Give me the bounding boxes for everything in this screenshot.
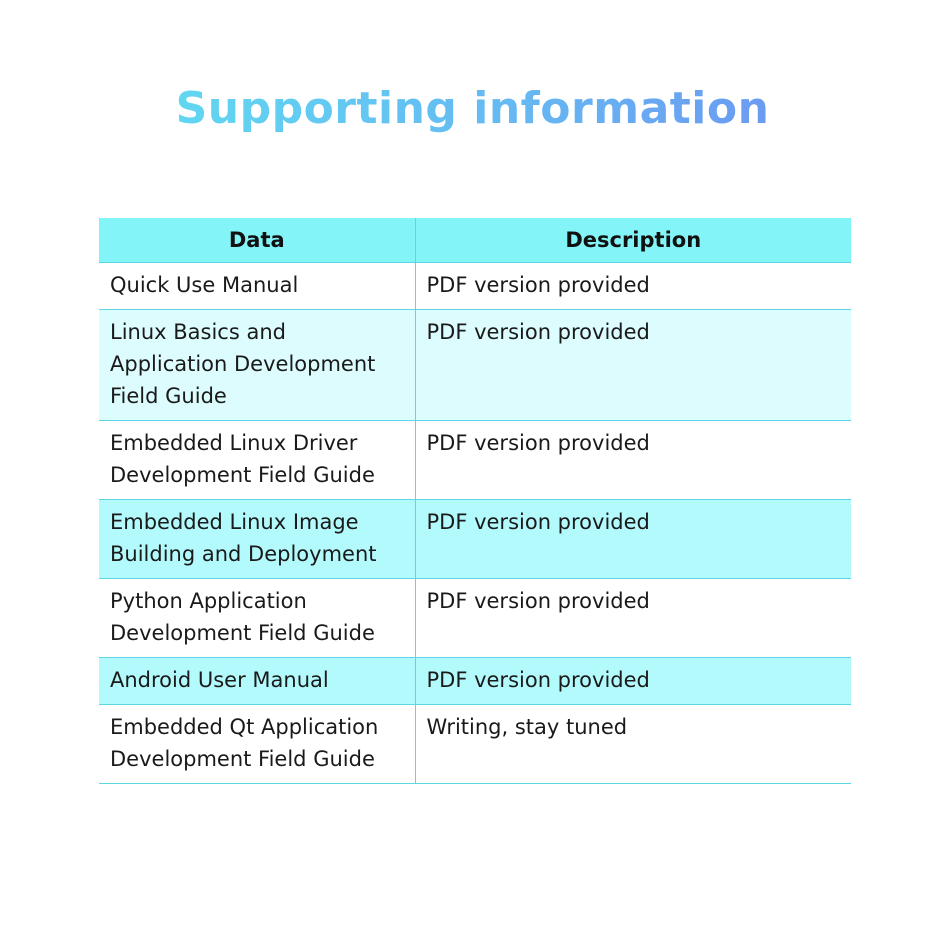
cell-description: PDF version provided	[415, 310, 851, 421]
cell-data: Embedded Linux Driver Development Field Guide	[99, 421, 415, 500]
table-row	[99, 658, 851, 705]
table-row	[99, 579, 851, 658]
cell-data: Embedded Qt Application Development Field Guide	[99, 705, 415, 784]
cell-data: Android User Manual	[99, 658, 415, 705]
cell-data: Embedded Linux Image Building and Deployment	[99, 500, 415, 579]
cell-data: Quick Use Manual	[99, 263, 415, 310]
page-title: Supporting information	[0, 82, 945, 136]
table-row	[99, 500, 851, 579]
supporting-info-table	[99, 218, 851, 784]
table-header-row	[99, 218, 851, 263]
cell-description: PDF version provided	[415, 263, 851, 310]
table-row	[99, 421, 851, 500]
cell-description: Writing, stay tuned	[415, 705, 851, 784]
column-header-description: Description	[415, 218, 851, 263]
cell-description: PDF version provided	[415, 500, 851, 579]
cell-description: PDF version provided	[415, 658, 851, 705]
table-row	[99, 263, 851, 310]
table-row	[99, 705, 851, 784]
table-row	[99, 310, 851, 421]
column-header-data: Data	[99, 218, 415, 263]
cell-description: PDF version provided	[415, 579, 851, 658]
cell-description: PDF version provided	[415, 421, 851, 500]
supporting-info-table-container	[99, 218, 851, 784]
cell-data: Python Application Development Field Guide	[99, 579, 415, 658]
cell-data: Linux Basics and Application Development Field Guide	[99, 310, 415, 421]
